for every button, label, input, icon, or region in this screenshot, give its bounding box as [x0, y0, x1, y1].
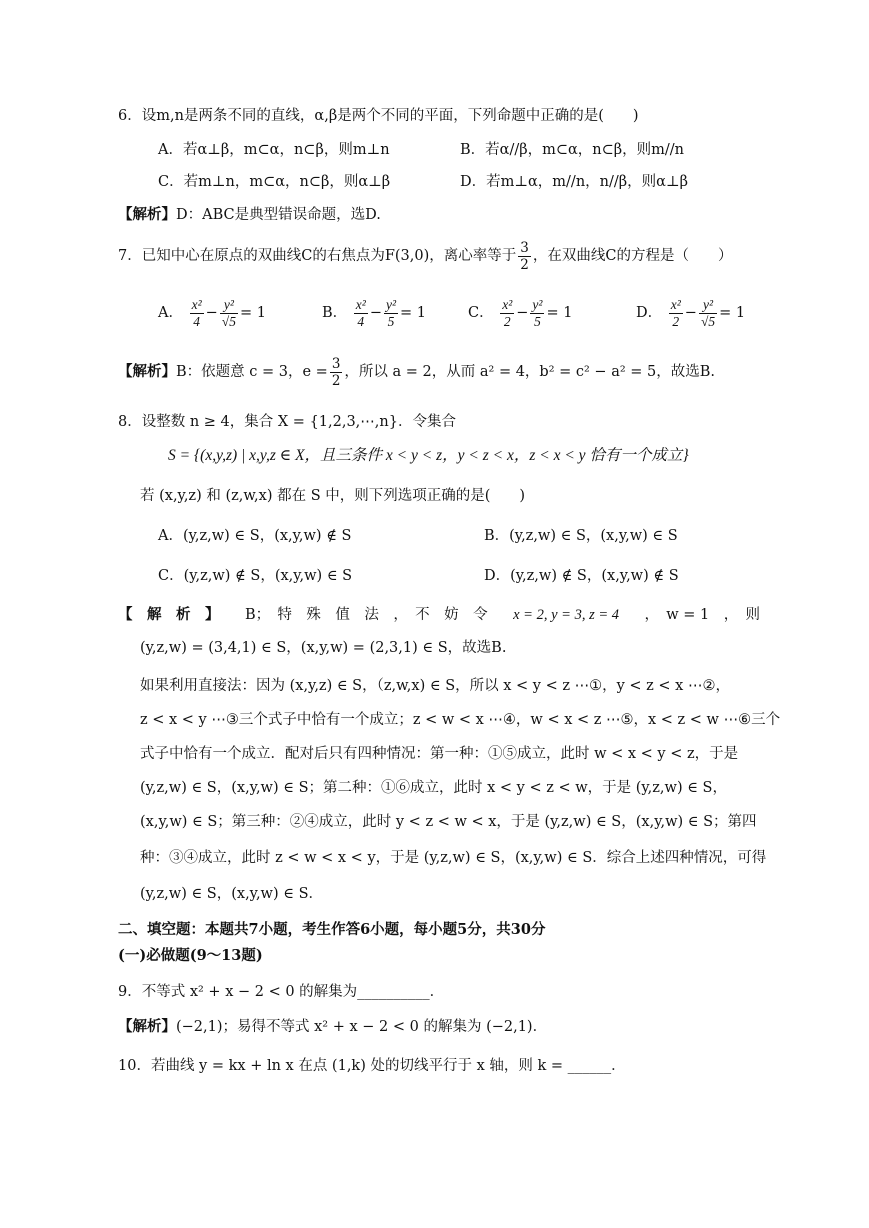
q7-solution-fraction	[330, 356, 343, 389]
solution-text: (−2,1)；易得不等式 x² + x − 2 < 0 的解集为 (−2,1)．	[176, 1019, 548, 1035]
minus-sign: −	[205, 305, 218, 321]
q7-stem-part1: 7．已知中心在原点的双曲线C的右焦点为F(3,0)，离心率等于	[118, 248, 517, 264]
option-label: A．	[158, 305, 183, 321]
fraction-denominator: 5	[387, 313, 395, 329]
minus-sign: −	[516, 305, 529, 321]
section-2-subtitle: (一)必做题(9～13题)	[118, 947, 263, 964]
q7-option-c	[468, 294, 572, 332]
q9-stem: 9．不等式 x² + x − 2 < 0 的解集为__________．	[118, 984, 445, 1000]
fraction-denominator: 2	[331, 372, 341, 389]
q6-option-c: C．若m⊥n，m⊂α，n⊂β，则α⊥β	[158, 174, 391, 190]
minus-sign: −	[369, 305, 382, 321]
fraction-y2-sqrt5	[699, 297, 717, 330]
fraction-x2-2	[669, 297, 683, 330]
q8-solution-line1	[118, 605, 760, 625]
fraction-numerator: x²	[670, 296, 681, 312]
equals-one: = 1	[546, 305, 573, 321]
fraction-numerator: y²	[220, 297, 238, 314]
q9-solution	[118, 1017, 547, 1037]
q6-solution	[118, 205, 381, 225]
fraction-denominator: 2	[520, 256, 529, 273]
solution-text-part2: ，所以 a = 2，从而 a² = 4，b² = c² − a² = 5，故选B.	[344, 364, 716, 380]
solution-tag: 【 解 析 】	[118, 606, 220, 623]
q8-paragraph-line3: 式子中恰有一个成立．配对后只有四种情况：第一种：①⑤成立，此时 w < x < y < z，于是	[140, 746, 739, 762]
q7-solution	[118, 354, 715, 390]
solution-text-part2: ， w = 1 ， 则	[644, 607, 760, 623]
q6-option-d: D．若m⊥α，m//n，n//β，则α⊥β	[460, 174, 688, 190]
fraction-numerator: x²	[355, 296, 366, 312]
fraction-numerator: y²	[699, 297, 717, 314]
fraction-denominator: 5	[534, 313, 541, 329]
fraction-x2-4	[354, 297, 368, 330]
solution-tag: 【解析】	[118, 1018, 176, 1035]
q10-stem: 10．若曲线 y = kx + ln x 在点 (1,k) 处的切线平行于 x 轴，则 k = ______．	[118, 1058, 626, 1074]
equals-one: = 1	[719, 305, 746, 321]
q8-option-b: B．(y,z,w) ∈ S，(x,y,w) ∈ S	[484, 528, 678, 544]
q8-option-c: C．(y,z,w) ∉ S，(x,y,w) ∈ S	[158, 568, 353, 584]
q7-stem	[118, 238, 732, 274]
fraction-numerator: y²	[532, 296, 543, 312]
fraction-denominator: 2	[672, 313, 680, 329]
option-label: B．	[322, 305, 348, 321]
q7-option-b	[322, 294, 426, 332]
fraction-y2-5	[530, 297, 544, 330]
fraction-denominator: 4	[193, 313, 200, 329]
q6-option-a: A．若α⊥β，m⊂α，n⊂β，则m⊥n	[158, 142, 390, 158]
fraction-denominator: 4	[357, 313, 365, 329]
fraction-y2-5	[384, 297, 398, 330]
equals-one: = 1	[400, 305, 426, 321]
solution-tag: 【解析】	[118, 206, 176, 223]
fraction-numerator: x²	[191, 296, 202, 312]
q8-paragraph-line6: 种：③④成立，此时 z < w < x < y，于是 (y,z,w) ∈ S，(x,y,w) ∈ S．综合上述四种情况，可得	[140, 850, 767, 866]
q7-fraction	[518, 240, 531, 273]
equals-one: = 1	[239, 305, 266, 321]
option-label: C．	[468, 305, 494, 321]
q8-set-definition: S = {(x,y,z) | x,y,z ∈ X，且三条件 x < y < z，y < z < x，z < x < y 恰有一个成立}	[168, 447, 689, 464]
q8-option-d: D．(y,z,w) ∉ S，(x,y,w) ∉ S	[484, 568, 679, 584]
option-label: D．	[636, 305, 663, 321]
section-2-title: 二、填空题：本题共7小题，考生作答6小题，每小题5分，共30分	[118, 921, 546, 938]
solution-text-part1: B； 特 殊 值 法 ， 不 妨 令	[244, 607, 488, 623]
q8-condition: 若 (x,y,z) 和 (z,w,x) 都在 S 中，则下列选项正确的是( )	[140, 488, 526, 504]
solution-text-part1: B：依题意 c = 3，e =	[176, 364, 328, 380]
q6-stem: 6．设m,n是两条不同的直线，α,β是两个不同的平面，下列命题中正确的是( )	[118, 108, 639, 124]
solution-text: D：ABC是典型错误命题，选D.	[176, 207, 381, 223]
q6-option-b: B．若α//β，m⊂α，n⊂β，则m//n	[460, 142, 685, 158]
q7-option-a	[158, 294, 266, 332]
q8-paragraph-line5: (x,y,w) ∈ S；第三种：②④成立，此时 y < z < w < x，于是 (y,z,w) ∈ S，(x,y,w) ∈ S；第四	[140, 814, 757, 830]
q8-paragraph-line4: (y,z,w) ∈ S，(x,y,w) ∈ S；第二种：①⑥成立，此时 x < y < z < w，于是 (y,z,w) ∈ S，	[140, 780, 727, 796]
solution-tag: 【解析】	[118, 363, 176, 380]
q8-paragraph-line7: (y,z,w) ∈ S，(x,y,w) ∈ S．	[140, 886, 324, 902]
fraction-y2-sqrt5	[220, 297, 238, 330]
q8-paragraph-line2: z < x < y ⋯③三个式子中恰有一个成立；z < w < x ⋯④，w < x < z ⋯⑤，x < z < w ⋯⑥三个	[140, 712, 781, 728]
fraction-numerator: y²	[385, 296, 397, 312]
fraction-x2-2	[500, 297, 514, 330]
fraction-numerator: x²	[502, 296, 513, 312]
fraction-numerator: 3	[331, 355, 341, 372]
fraction-numerator: 3	[520, 239, 529, 256]
fraction-denominator: √5	[700, 313, 716, 329]
q8-solution-line2: (y,z,w) = (3,4,1) ∈ S，(x,y,w) = (2,3,1) ∈ S，故选B.	[140, 640, 507, 656]
fraction-denominator: √5	[221, 313, 236, 329]
q8-stem: 8．设整数 n ≥ 4，集合 X = {1,2,3,⋯,n}．令集合	[118, 414, 456, 430]
q8-paragraph-line1: 如果利用直接法：因为 (x,y,z) ∈ S，（z,w,x) ∈ S，所以 x < y < z ⋯①，y < z < x ⋯②，	[140, 678, 730, 694]
minus-sign: −	[684, 305, 697, 321]
q7-stem-part2: ，在双曲线C的方程是（ ）	[532, 248, 733, 264]
q8-option-a: A．(y,z,w) ∈ S，(x,y,w) ∉ S	[158, 528, 352, 544]
fraction-denominator: 2	[503, 313, 511, 329]
q7-option-d	[636, 294, 745, 332]
fraction-x2-4	[190, 297, 204, 330]
solution-values: x = 2, y = 3, z = 4	[513, 607, 619, 623]
